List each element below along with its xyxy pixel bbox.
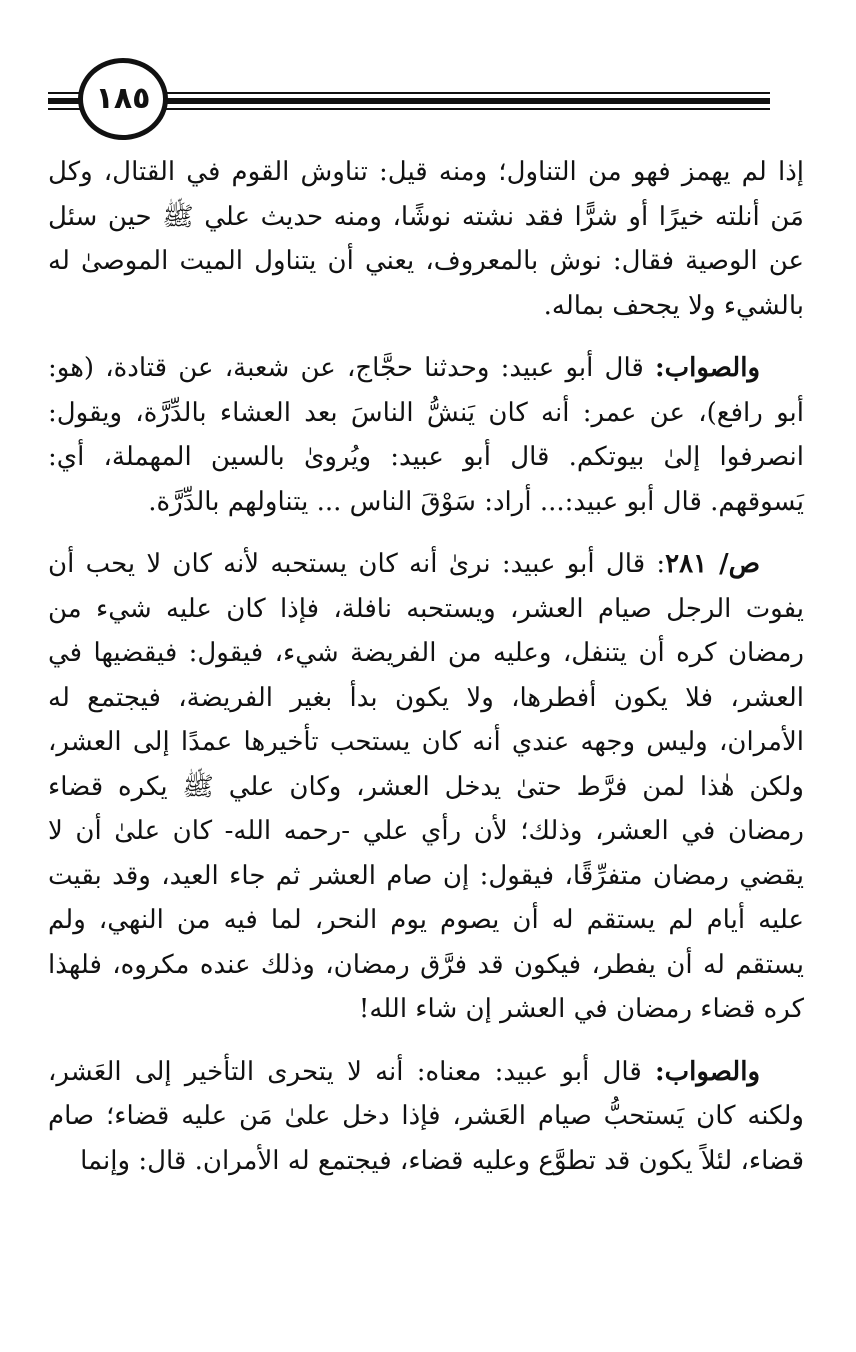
- paragraph: [48, 1050, 804, 1184]
- paragraph: [48, 542, 804, 1032]
- page-number: ١٨٥: [95, 81, 151, 116]
- paragraph: [48, 150, 804, 328]
- paragraph-lead: والصواب:: [655, 1056, 760, 1087]
- page-body: [48, 150, 804, 1201]
- paragraph-text: قال أبو عبيد: معناه: أنه لا يتحرى التأخير إلى العَشر، ولكنه كان يَستحبُّ صيام العَشر، فإذا دخل علىٰ مَن عليه قضاء؛ صام قضاء، لئلاً يكون قد تطوَّع وعليه قضاء، فيجتمع له الأمران. قال: وإنما: [48, 1056, 804, 1176]
- paragraph-lead: ص/ ٢٨١: [665, 549, 761, 579]
- page-number-circle: [78, 58, 168, 140]
- paragraph-text: إذا لم يهمز فهو من التناول؛ ومنه قيل: تناوش القوم في القتال، وكل مَن أنلته خيرًا أو شرًّا فقد نشته نوشًا، ومنه حديث علي ﷺ حين سئل عن الوصية فقال: نوش بالمعروف، يعني أن يتناول الميت الموصىٰ له بالشيء ولا يجحف بماله.: [48, 157, 804, 321]
- paragraph-text: : قال أبو عبيد: نرىٰ أنه كان يستحبه لأنه كان لا يحب أن يفوت الرجل صيام العشر، ويستحبه نافلة، فإذا كان عليه شيء من رمضان كره أن يتنفل، وعليه من الفريضة شيء، فيقول: فيقضيها في العشر، فلا يكون أفطرها، ولا يكون بدأ بغير الفريضة، فيجتمع له الأمران، وليس وجهه عندي أنه كان يستحب تأخيرها عمدًا إلى العشر، ولكن هٰذا لمن فرَّط حتىٰ يدخل العشر، وكان علي ﷺ يكره قضاء رمضان في العشر، وذلك؛ لأن رأي علي -رحمه الله- كان علىٰ أن لا يقضي رمضان متفرِّقًا، فيقول: إن صام العشر ثم جاء العيد، وقد بقيت عليه أيام لم يستقم له أن يصوم يوم النحر، لما فيه من النهي، ولم يستقم له أن يفطر، فيكون قد فرَّق رمضان، وذلك عنده مكروه، فلهذا كره قضاء رمضان في العشر إن شاء الله!: [48, 549, 804, 1024]
- page-header: [0, 0, 856, 140]
- paragraph-text: قال أبو عبيد: وحدثنا حجَّاج، عن شعبة، عن قتادة، (هو: أبو رافع)، عن عمر: أنه كان يَنشُّ الناسَ بعد العشاء بالدِّرَّة، ويقول: انصرفوا إلىٰ بيوتكم. قال أبو عبيد: ويُروىٰ بالسين المهملة، أي: يَسوقهم. قال أبو عبيد:... أراد: سَوْقَ الناس ... يتناولهم بالدِّرَّة.: [48, 353, 804, 517]
- paragraph-lead: والصواب:: [655, 353, 760, 383]
- paragraph: [48, 346, 804, 524]
